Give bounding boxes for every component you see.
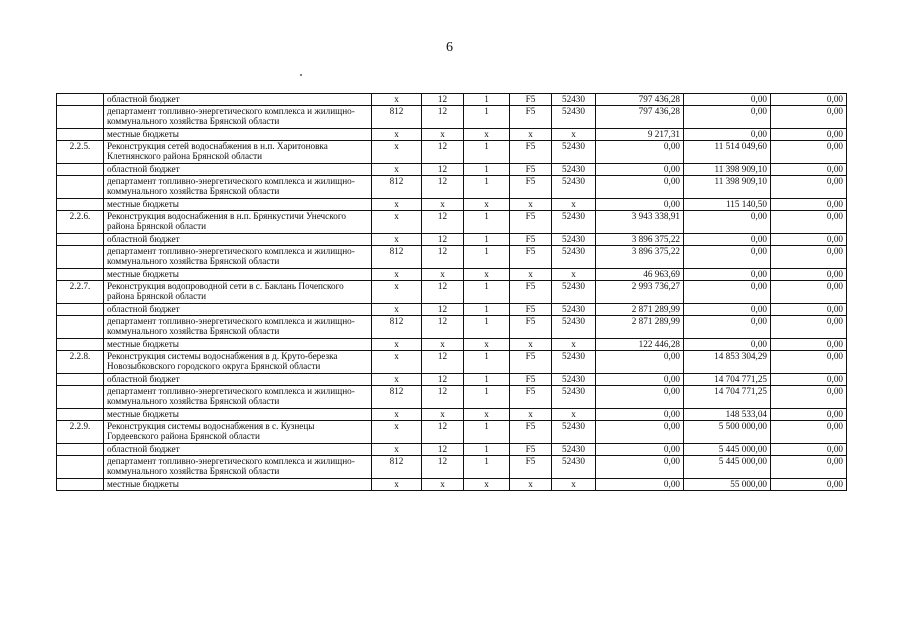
item-name-cell: областной бюджет [104,304,372,316]
row-number-cell [57,176,104,199]
code-cell-1: х [372,304,422,316]
table-row [57,351,847,374]
code-cell-2: 12 [422,94,464,106]
item-name-cell: областной бюджет [104,94,372,106]
row-number-cell [57,339,104,351]
code-cell-1: 812 [372,386,422,409]
code-cell-2: 12 [422,234,464,246]
code-cell-4: F5 [510,211,552,234]
code-cell-2: 12 [422,316,464,339]
amount-cell-1: 0,00 [596,176,684,199]
code-cell-2: 12 [422,106,464,129]
code-cell-5: 52430 [552,141,596,164]
amount-cell-3: 0,00 [771,409,847,421]
code-cell-4: х [510,199,552,211]
code-cell-5: 52430 [552,176,596,199]
code-cell-4: F5 [510,316,552,339]
scan-speck [300,74,302,76]
row-number-cell: 2.2.7. [57,281,104,304]
code-cell-3: х [464,129,510,141]
code-cell-1: 812 [372,106,422,129]
code-cell-2: х [422,199,464,211]
code-cell-5: 52430 [552,234,596,246]
code-cell-1: х [372,444,422,456]
code-cell-1: х [372,234,422,246]
amount-cell-1: 0,00 [596,374,684,386]
item-name-cell: Реконструкция системы водоснабжения в с. Кузнецы Гордеевского района Брянской области [104,421,372,444]
code-cell-1: х [372,479,422,491]
code-cell-4: х [510,409,552,421]
code-cell-4: F5 [510,106,552,129]
code-cell-2: 12 [422,141,464,164]
code-cell-4: F5 [510,141,552,164]
table-row [57,444,847,456]
table-body [57,94,847,491]
amount-cell-1: 46 963,69 [596,269,684,281]
table-row [57,456,847,479]
code-cell-2: х [422,409,464,421]
code-cell-3: 1 [464,351,510,374]
item-name-cell: областной бюджет [104,444,372,456]
code-cell-5: х [552,199,596,211]
page-number: 6 [446,40,453,55]
code-cell-3: х [464,479,510,491]
table-row [57,106,847,129]
amount-cell-1: 0,00 [596,386,684,409]
row-number-cell [57,94,104,106]
table-row [57,246,847,269]
table-row [57,409,847,421]
code-cell-1: х [372,141,422,164]
code-cell-5: 52430 [552,211,596,234]
amount-cell-1: 0,00 [596,199,684,211]
amount-cell-1: 797 436,28 [596,106,684,129]
code-cell-2: 12 [422,421,464,444]
amount-cell-2: 14 704 771,25 [684,386,771,409]
amount-cell-3: 0,00 [771,246,847,269]
amount-cell-3: 0,00 [771,106,847,129]
code-cell-4: F5 [510,176,552,199]
amount-cell-1: 2 871 289,99 [596,304,684,316]
code-cell-2: 12 [422,211,464,234]
row-number-cell [57,304,104,316]
amount-cell-3: 0,00 [771,304,847,316]
code-cell-5: 52430 [552,106,596,129]
code-cell-5: 52430 [552,246,596,269]
amount-cell-1: 3 896 375,22 [596,246,684,269]
code-cell-3: х [464,339,510,351]
amount-cell-1: 0,00 [596,456,684,479]
code-cell-1: х [372,164,422,176]
amount-cell-1: 0,00 [596,444,684,456]
row-number-cell [57,199,104,211]
row-number-cell [57,164,104,176]
row-number-cell [57,386,104,409]
amount-cell-3: 0,00 [771,129,847,141]
amount-cell-3: 0,00 [771,444,847,456]
amount-cell-3: 0,00 [771,281,847,304]
code-cell-4: F5 [510,421,552,444]
amount-cell-2: 0,00 [684,281,771,304]
code-cell-3: 1 [464,246,510,269]
row-number-cell [57,479,104,491]
row-number-cell [57,129,104,141]
amount-cell-2: 0,00 [684,211,771,234]
amount-cell-2: 0,00 [684,339,771,351]
amount-cell-3: 0,00 [771,141,847,164]
code-cell-1: х [372,94,422,106]
code-cell-2: х [422,129,464,141]
amount-cell-2: 11 398 909,10 [684,164,771,176]
code-cell-2: 12 [422,164,464,176]
amount-cell-1: 0,00 [596,141,684,164]
code-cell-2: 12 [422,444,464,456]
table-row [57,269,847,281]
table-row [57,129,847,141]
row-number-cell [57,234,104,246]
amount-cell-1: 0,00 [596,164,684,176]
code-cell-5: х [552,409,596,421]
code-cell-4: F5 [510,351,552,374]
row-number-cell: 2.2.6. [57,211,104,234]
amount-cell-2: 5 445 000,00 [684,456,771,479]
item-name-cell: местные бюджеты [104,339,372,351]
amount-cell-2: 5 500 000,00 [684,421,771,444]
table-row [57,141,847,164]
amount-cell-1: 3 943 338,91 [596,211,684,234]
code-cell-4: F5 [510,281,552,304]
code-cell-4: F5 [510,234,552,246]
table-row [57,94,847,106]
code-cell-1: 812 [372,316,422,339]
amount-cell-2: 5 445 000,00 [684,444,771,456]
code-cell-1: 812 [372,456,422,479]
item-name-cell: местные бюджеты [104,479,372,491]
amount-cell-2: 0,00 [684,94,771,106]
item-name-cell: Реконструкция системы водоснабжения в д. Круто-березка Новозыбковского городского округа Брянской области [104,351,372,374]
code-cell-3: 1 [464,211,510,234]
table-row [57,234,847,246]
amount-cell-3: 0,00 [771,374,847,386]
code-cell-2: х [422,479,464,491]
item-name-cell: департамент топливно-энергетического комплекса и жилищно-коммунального хозяйства Брянской области [104,386,372,409]
amount-cell-3: 0,00 [771,421,847,444]
item-name-cell: областной бюджет [104,374,372,386]
amount-cell-2: 11 398 909,10 [684,176,771,199]
code-cell-2: 12 [422,374,464,386]
amount-cell-1: 2 993 736,27 [596,281,684,304]
row-number-cell [57,456,104,479]
amount-cell-3: 0,00 [771,479,847,491]
code-cell-1: х [372,409,422,421]
amount-cell-3: 0,00 [771,199,847,211]
row-number-cell [57,374,104,386]
code-cell-4: х [510,269,552,281]
item-name-cell: департамент топливно-энергетического комплекса и жилищно-коммунального хозяйства Брянской области [104,106,372,129]
item-name-cell: Реконструкция водопроводной сети в с. Баклань Почепского района Брянской области [104,281,372,304]
amount-cell-3: 0,00 [771,164,847,176]
code-cell-3: 1 [464,281,510,304]
amount-cell-2: 115 140,50 [684,199,771,211]
code-cell-3: х [464,199,510,211]
amount-cell-1: 9 217,31 [596,129,684,141]
code-cell-4: х [510,129,552,141]
code-cell-5: 52430 [552,164,596,176]
code-cell-4: F5 [510,304,552,316]
code-cell-3: 1 [464,234,510,246]
code-cell-1: 812 [372,176,422,199]
code-cell-3: 1 [464,141,510,164]
amount-cell-2: 0,00 [684,246,771,269]
amount-cell-1: 0,00 [596,409,684,421]
table-row [57,304,847,316]
code-cell-4: F5 [510,374,552,386]
code-cell-5: 52430 [552,304,596,316]
item-name-cell: областной бюджет [104,164,372,176]
code-cell-1: х [372,339,422,351]
code-cell-3: 1 [464,94,510,106]
code-cell-3: 1 [464,444,510,456]
row-number-cell: 2.2.5. [57,141,104,164]
code-cell-5: 52430 [552,421,596,444]
item-name-cell: департамент топливно-энергетического комплекса и жилищно-коммунального хозяйства Брянской области [104,246,372,269]
code-cell-2: 12 [422,281,464,304]
code-cell-2: 12 [422,176,464,199]
amount-cell-2: 14 853 304,29 [684,351,771,374]
table-row [57,479,847,491]
row-number-cell [57,316,104,339]
item-name-cell: департамент топливно-энергетического комплекса и жилищно-коммунального хозяйства Брянской области [104,316,372,339]
budget-table [56,93,847,491]
code-cell-1: х [372,269,422,281]
row-number-cell [57,246,104,269]
row-number-cell [57,444,104,456]
code-cell-3: 1 [464,316,510,339]
code-cell-2: 12 [422,351,464,374]
amount-cell-2: 0,00 [684,106,771,129]
amount-cell-2: 0,00 [684,316,771,339]
code-cell-2: 12 [422,386,464,409]
code-cell-5: х [552,129,596,141]
code-cell-2: 12 [422,456,464,479]
table-row [57,421,847,444]
amount-cell-2: 0,00 [684,269,771,281]
amount-cell-3: 0,00 [771,316,847,339]
code-cell-3: 1 [464,456,510,479]
amount-cell-3: 0,00 [771,234,847,246]
item-name-cell: местные бюджеты [104,269,372,281]
row-number-cell [57,106,104,129]
amount-cell-1: 0,00 [596,351,684,374]
code-cell-3: 1 [464,106,510,129]
amount-cell-2: 11 514 049,60 [684,141,771,164]
code-cell-2: х [422,339,464,351]
amount-cell-2: 55 000,00 [684,479,771,491]
code-cell-5: х [552,269,596,281]
code-cell-1: х [372,421,422,444]
code-cell-3: х [464,269,510,281]
code-cell-5: 52430 [552,281,596,304]
item-name-cell: областной бюджет [104,234,372,246]
amount-cell-3: 0,00 [771,339,847,351]
table-row [57,211,847,234]
table-row [57,339,847,351]
amount-cell-1: 0,00 [596,421,684,444]
code-cell-2: 12 [422,246,464,269]
code-cell-4: F5 [510,94,552,106]
code-cell-1: х [372,374,422,386]
code-cell-1: 812 [372,246,422,269]
item-name-cell: местные бюджеты [104,409,372,421]
item-name-cell: Реконструкция водоснабжения в н.п. Брянкустичи Унечского района Брянской области [104,211,372,234]
table-row [57,164,847,176]
code-cell-3: х [464,409,510,421]
code-cell-4: х [510,339,552,351]
amount-cell-1: 2 871 289,99 [596,316,684,339]
amount-cell-1: 3 896 375,22 [596,234,684,246]
amount-cell-3: 0,00 [771,176,847,199]
code-cell-3: 1 [464,164,510,176]
code-cell-5: х [552,339,596,351]
amount-cell-3: 0,00 [771,211,847,234]
code-cell-5: 52430 [552,374,596,386]
code-cell-3: 1 [464,386,510,409]
item-name-cell: департамент топливно-энергетического комплекса и жилищно-коммунального хозяйства Брянской области [104,176,372,199]
table-row [57,374,847,386]
amount-cell-3: 0,00 [771,456,847,479]
code-cell-2: 12 [422,304,464,316]
code-cell-5: 52430 [552,386,596,409]
code-cell-5: 52430 [552,444,596,456]
code-cell-1: х [372,351,422,374]
amount-cell-1: 122 446,28 [596,339,684,351]
table-row [57,199,847,211]
code-cell-4: F5 [510,386,552,409]
code-cell-2: х [422,269,464,281]
row-number-cell: 2.2.8. [57,351,104,374]
code-cell-1: х [372,211,422,234]
table-row [57,386,847,409]
code-cell-5: 52430 [552,351,596,374]
code-cell-4: х [510,479,552,491]
amount-cell-1: 797 436,28 [596,94,684,106]
table-row [57,316,847,339]
row-number-cell [57,269,104,281]
table-row [57,176,847,199]
item-name-cell: Реконструкция сетей водоснабжения в н.п. Харитоновка Клетнянского района Брянской области [104,141,372,164]
amount-cell-1: 0,00 [596,479,684,491]
amount-cell-3: 0,00 [771,94,847,106]
item-name-cell: департамент топливно-энергетического комплекса и жилищно-коммунального хозяйства Брянской области [104,456,372,479]
code-cell-4: F5 [510,444,552,456]
code-cell-1: х [372,129,422,141]
item-name-cell: местные бюджеты [104,199,372,211]
code-cell-4: F5 [510,164,552,176]
amount-cell-2: 0,00 [684,129,771,141]
amount-cell-2: 14 704 771,25 [684,374,771,386]
code-cell-5: 52430 [552,456,596,479]
code-cell-3: 1 [464,374,510,386]
code-cell-1: х [372,281,422,304]
amount-cell-3: 0,00 [771,269,847,281]
code-cell-3: 1 [464,176,510,199]
code-cell-1: х [372,199,422,211]
code-cell-5: 52430 [552,94,596,106]
code-cell-3: 1 [464,421,510,444]
code-cell-4: F5 [510,246,552,269]
item-name-cell: местные бюджеты [104,129,372,141]
amount-cell-2: 0,00 [684,304,771,316]
table-row [57,281,847,304]
code-cell-4: F5 [510,456,552,479]
row-number-cell [57,409,104,421]
amount-cell-2: 0,00 [684,234,771,246]
amount-cell-2: 148 533,04 [684,409,771,421]
code-cell-5: 52430 [552,316,596,339]
row-number-cell: 2.2.9. [57,421,104,444]
code-cell-3: 1 [464,304,510,316]
amount-cell-3: 0,00 [771,386,847,409]
amount-cell-3: 0,00 [771,351,847,374]
code-cell-5: х [552,479,596,491]
